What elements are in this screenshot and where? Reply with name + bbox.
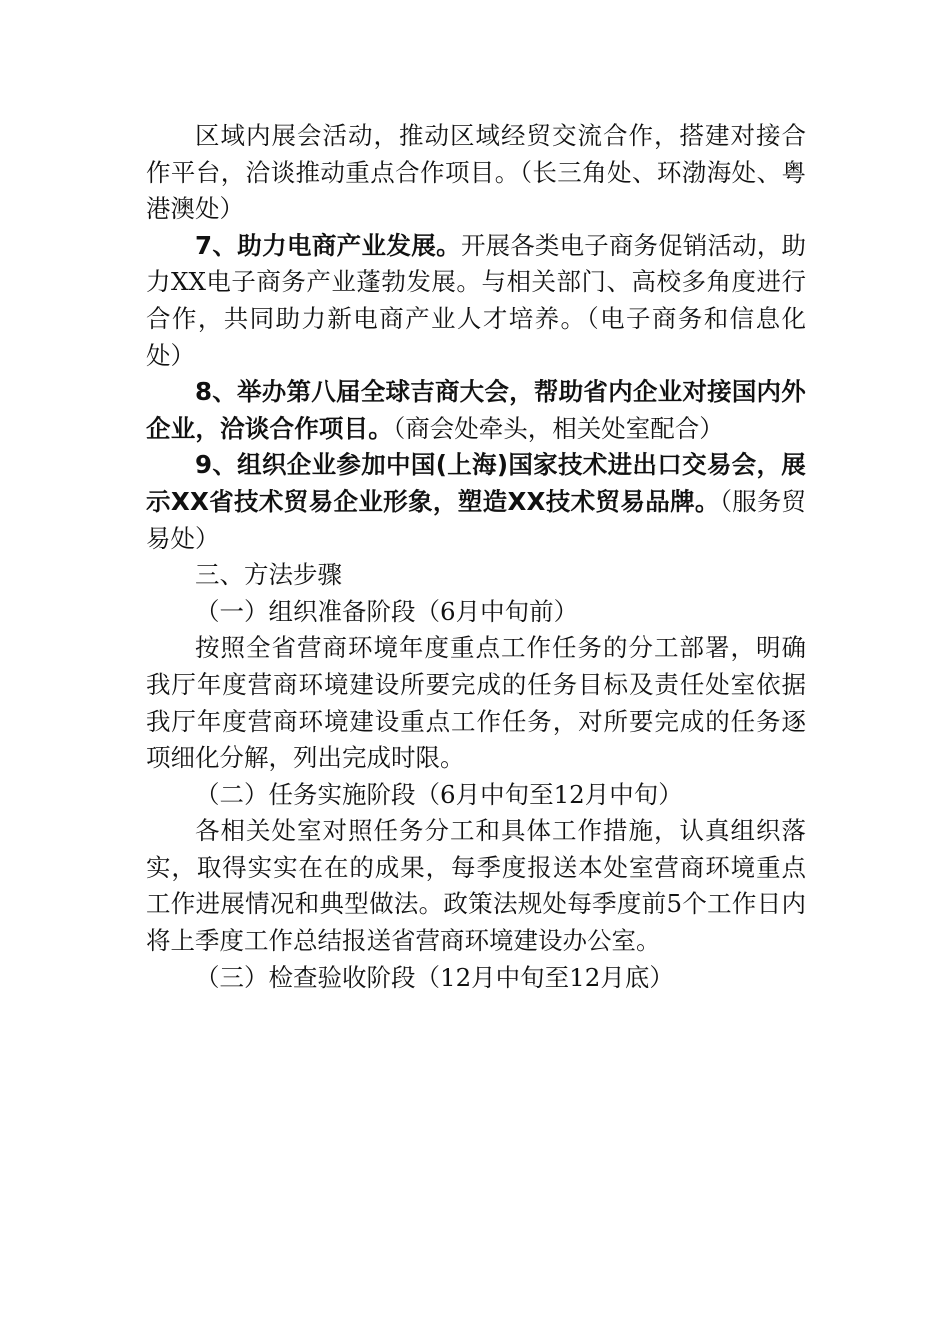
stage-3-title: （三）检查验收阶段（12月中旬至12月底） (195, 962, 674, 992)
item-7-note: （电子商务和信息化处） (146, 303, 806, 370)
paragraph-regional-exhibitions (146, 118, 806, 228)
paragraph-item-7 (146, 228, 806, 374)
stage-2-title: （二）任务实施阶段（6月中旬至12月中旬） (195, 779, 683, 809)
item-9-heading: 9、组织企业参加中国(上海)国家技术进出口交易会，展示XX省技术贸易企业形象，塑造XX技术贸易品牌。 (146, 450, 806, 516)
section-3-heading: 三、方法步骤 (195, 560, 342, 590)
responsible-office-note: （长三角处、环渤海处、粤港澳处） (146, 157, 807, 224)
item-7-heading: 7、助力电商产业发展。 (195, 230, 461, 260)
paragraph-text: 区域内展会活动，推动区域经贸交流合作，搭建对接合作平台，洽谈推动重点合作项目。 (146, 121, 806, 187)
stage-1-text: 按照全省营商环境年度重点工作任务的分工部署，明确我厅年度营商环境建设所要完成的任务目标及责任处室依据我厅年度营商环境建设重点工作任务，对所要完成的任务逐项细化分解，列出完成时限。 (146, 633, 806, 773)
document-page (146, 118, 806, 996)
stage-2-text: 各相关处室对照任务分工和具体工作措施，认真组织落实，取得实实在在的成果，每季度报送本处室营商环境重点工作进展情况和典型做法。政策法规处每季度前5个工作日内将上季度工作总结报送省营商环境建设办公室。 (146, 816, 806, 956)
paragraph-item-9 (146, 447, 806, 557)
item-7-text: 开展各类电子商务促销活动，助力XX电子商务产业蓬勃发展。与相关部门、高校多角度进行合作，共同助力新电商产业人才培养。 (146, 230, 806, 333)
stage-1-title: （一）组织准备阶段（6月中旬前） (195, 596, 579, 626)
paragraph-item-8 (146, 374, 806, 447)
item-8-heading: 8、举办第八届全球吉商大会，帮助省内企业对接国内外企业，洽谈合作项目。 (146, 377, 806, 443)
item-8-note: （商会处牵头，相关处室配合） (393, 413, 724, 443)
item-9-note: （服务贸易处） (146, 486, 806, 553)
